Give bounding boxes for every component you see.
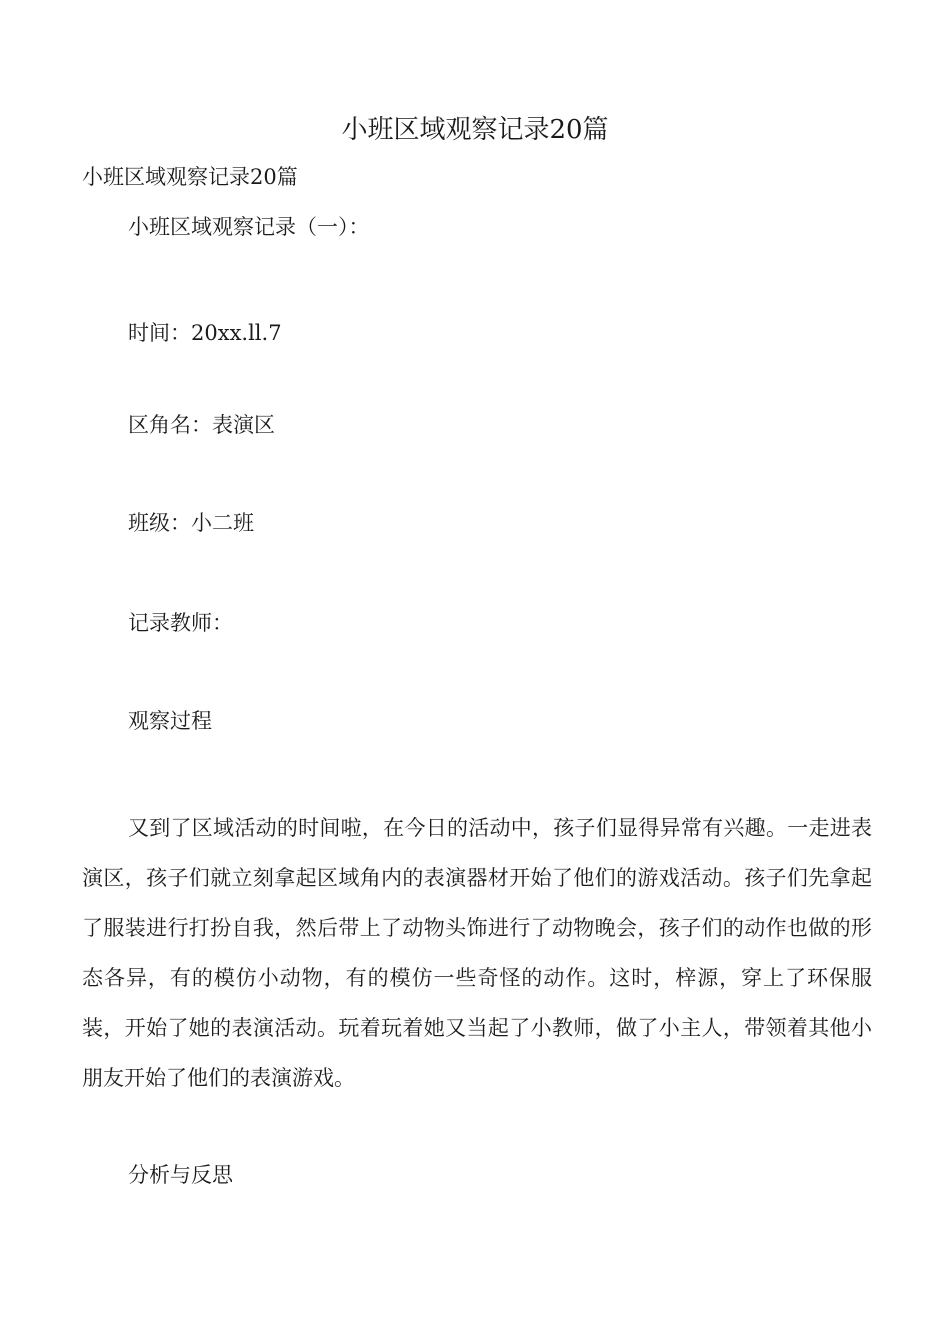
document-title: 小班区域观察记录20篇 (341, 115, 609, 145)
record-area-name: 区角名：表演区 (128, 413, 275, 437)
record-time: 时间：20xx.ll.7 (128, 321, 282, 345)
observation-heading: 观察过程 (128, 709, 212, 733)
section-heading: 小班区域观察记录（一）： (128, 215, 370, 239)
analysis-heading: 分析与反思 (128, 1163, 233, 1187)
document-subtitle: 小班区域观察记录20篇 (82, 165, 298, 189)
record-teacher: 记录教师： (128, 611, 233, 635)
record-class: 班级：小二班 (128, 511, 254, 535)
observation-paragraph: 又到了区域活动的时间啦，在今日的活动中，孩子们显得异常有兴趣。一走进表演区，孩子们就立刻拿起区域角内的表演器材开始了他们的游戏活动。孩子们先拿起了服装进行打扮自我，然后带上了动物头饰进行了动物晚会，孩子们的动作也做的形态各异，有的模仿小动物，有的模仿一些奇怪的动作。这时，梓源，穿上了环保服装，开始了她的表演活动。玩着玩着她又当起了小教师，做了小主人，带领着其他小朋友开始了他们的表演游戏。 (82, 816, 872, 1090)
